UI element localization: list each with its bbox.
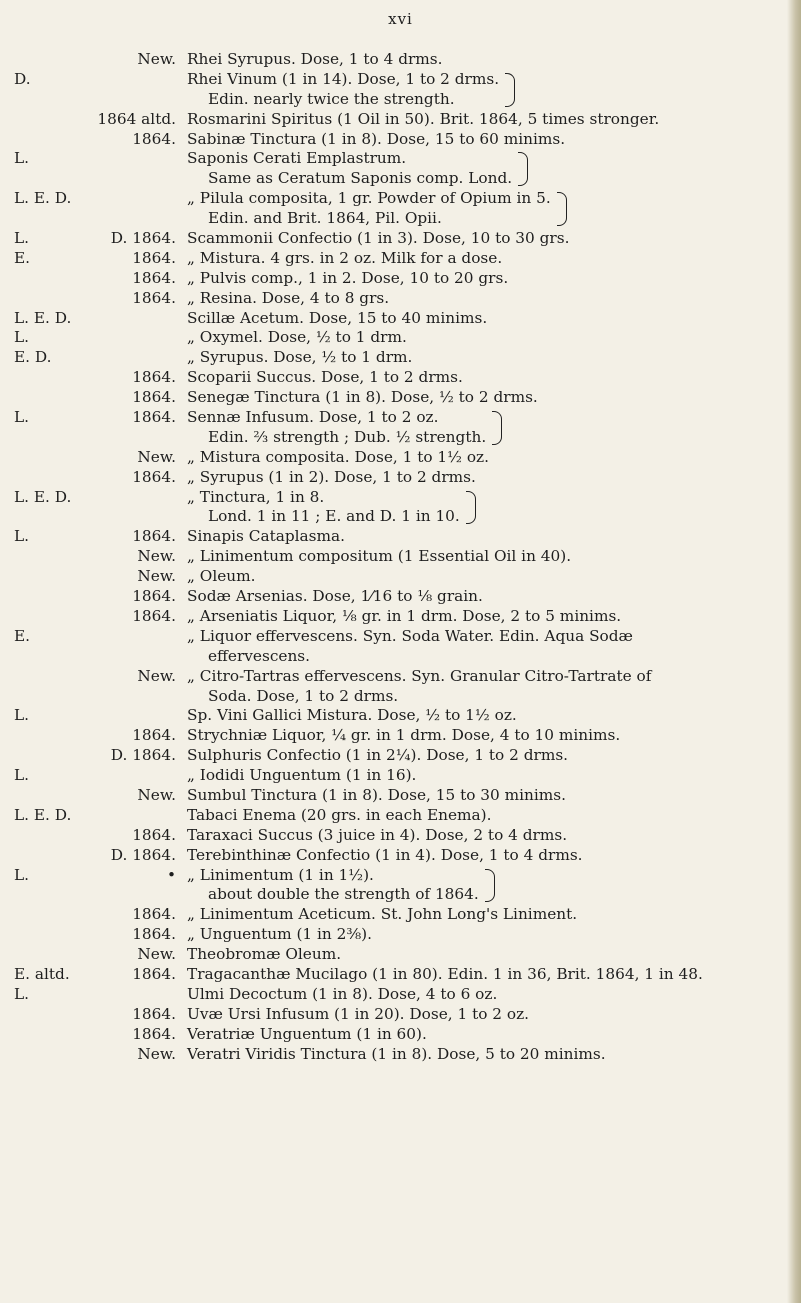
list-item [0,348,801,368]
marker-year: New. [137,547,176,566]
entry-text: „ Syrupus (1 in 2). Dose, 1 to 2 drms. [187,467,476,486]
list-item [0,110,801,130]
entry-text: Soda. Dose, 1 to 2 drms. [208,686,399,705]
marker-year: 1864. [132,248,176,267]
entry-text: Edin. and Brit. 1864, Pil. Opii. [208,209,442,228]
marker-letters: E. [14,248,31,267]
marker-year: New. [137,50,176,68]
list-item [0,766,801,786]
list-item [0,388,801,408]
entry-text: Saponis Cerati Emplastrum. [187,149,407,168]
entry-text: „ Iodidi Unguentum (1 in 16). [187,766,417,785]
list-item [0,527,801,547]
marker-year: 1864. [132,527,176,546]
marker-year: 1864. [132,388,176,407]
marker-letters: L. E. D. [14,805,72,824]
entry-text: about double the strength of 1864. [208,885,479,904]
list-item [0,587,801,607]
entry-text: Edin. ⅔ strength ; Dub. ½ strength. [208,427,487,446]
marker-letters: E. [14,626,31,645]
list-item [0,925,801,945]
entry-text: Taraxaci Succus (3 juice in 4). Dose, 2 to 4 drms. [187,825,568,844]
marker-year: 1864. [132,268,176,287]
list-item [0,189,801,209]
marker-year: 1864. [132,288,176,307]
marker-letters: L. E. D. [14,487,72,506]
entry-text: Uvæ Ursi Infusum (1 in 20). Dose, 1 to 2 oz. [187,1004,530,1023]
marker-year: 1864. [132,964,176,983]
list-item [0,567,801,587]
entry-text: „ Linimentum compositum (1 Essential Oil in 40). [187,547,572,566]
list-item [0,667,801,687]
entry-text: Terebinthinæ Confectio (1 in 4). Dose, 1 to 4 drms. [187,845,583,864]
marker-letters: D. [14,69,31,88]
entry-text: Rhei Syrupus. Dose, 1 to 4 drms. [187,50,443,68]
marker-year: D. 1864. [110,229,176,248]
list-item [0,726,801,746]
marker-letters: L. E. D. [14,189,72,208]
list-item [0,905,801,925]
entry-text: Edin. nearly twice the strength. [208,89,455,108]
marker-year: New. [137,945,176,964]
list-item [0,408,801,428]
entry-text: „ Syrupus. Dose, ½ to 1 drm. [187,348,413,367]
entry-text: „ Pilula composita, 1 gr. Powder of Opium in 5. [187,189,551,208]
list-item [0,149,801,169]
marker-letters: L. [14,408,30,427]
entry-text: „ Tinctura, 1 in 8. [187,487,325,506]
entry-text: Scillæ Acetum. Dose, 15 to 40 minims. [187,308,488,327]
list-item [0,468,801,488]
list-item [0,1005,801,1025]
marker-letters: E. D. [14,348,52,367]
list-item [0,229,801,249]
entry-text: „ Mistura composita. Dose, 1 to 1½ oz. [187,447,489,466]
list-item [0,866,801,886]
entry-text: „ Linimentum Aceticum. St. John Long's Liniment. [187,905,578,924]
entry-text: Veratri Viridis Tinctura (1 in 8). Dose, 5 to 20 minims. [187,1044,606,1063]
list-item [0,428,801,448]
entry-text: „ Linimentum (1 in 1½). [187,865,374,884]
marker-year: New. [137,447,176,466]
list-item [0,965,801,985]
marker-year: New. [137,567,176,586]
list-item [0,130,801,150]
marker-year: D. 1864. [110,746,176,765]
marker-year: • [166,865,176,884]
marker-year: 1864. [132,606,176,625]
marker-letters: L. E. D. [14,308,72,327]
entry-text: „ Citro-Tartras effervescens. Syn. Granular Citro-Tartrate of [187,666,652,685]
entry-text: Senegæ Tinctura (1 in 8). Dose, ½ to 2 drms. [187,388,538,407]
marker-year: 1864. [132,129,176,148]
marker-letters: L. [14,229,30,248]
list-item [0,687,801,707]
entry-text: Tragacanthæ Mucilago (1 in 80). Edin. 1 in 36, Brit. 1864, 1 in 48. [187,964,703,983]
list-item [0,547,801,567]
list-item [0,488,801,508]
entry-text: effervescens. [208,646,311,665]
list-item [0,985,801,1005]
marker-letters: L. [14,984,30,1003]
list-item [0,607,801,627]
list-item [0,368,801,388]
entry-text: Sumbul Tinctura (1 in 8). Dose, 15 to 30 minims. [187,785,566,804]
entry-text: Sinapis Cataplasma. [187,527,345,546]
list-item [0,885,801,905]
marker-year: 1864. [132,368,176,387]
entry-text: „ Pulvis comp., 1 in 2. Dose, 10 to 20 grs. [187,268,509,287]
entry-text: Theobromæ Oleum. [187,945,342,964]
marker-letters: E. altd. [14,964,70,983]
list-item [0,846,801,866]
list-item [0,448,801,468]
entry-text: Scammonii Confectio (1 in 3). Dose, 10 to 30 grs. [187,229,570,248]
marker-year: 1864. [132,1024,176,1043]
entry-text: Rosmarini Spiritus (1 Oil in 50). Brit. 1864, 5 times stronger. [187,109,660,128]
list-item [0,289,801,309]
list-item [0,806,801,826]
entry-text: Rhei Vinum (1 in 14). Dose, 1 to 2 drms. [187,69,500,88]
marker-letters: L. [14,328,30,347]
entry-text: Tabaci Enema (20 grs. in each Enema). [187,805,492,824]
entry-text: „ Oleum. [187,567,256,586]
entry-text: „ Arseniatis Liquor, ⅛ gr. in 1 drm. Dose, 2 to 5 minims. [187,606,622,625]
entry-text: „ Liquor effervescens. Syn. Soda Water. Edin. Aqua Sodæ [187,626,633,645]
list-item [0,90,801,110]
list-item [0,249,801,269]
list-item [0,746,801,766]
list-item [0,169,801,189]
marker-year: 1864. [132,905,176,924]
entries-list [0,50,801,1064]
list-item [0,1025,801,1045]
page-number: xvi [388,10,413,28]
list-item [0,70,801,90]
entry-text: Sodæ Arsenias. Dose, 1⁄16 to ⅛ grain. [187,587,483,606]
marker-letters: L. [14,149,30,168]
marker-year: D. 1864. [110,845,176,864]
marker-year: 1864. [132,825,176,844]
list-item [0,647,801,667]
marker-year: 1864. [132,408,176,427]
entry-text: Scoparii Succus. Dose, 1 to 2 drms. [187,368,463,387]
entry-text: „ Oxymel. Dose, ½ to 1 drm. [187,328,407,347]
marker-year: New. [137,785,176,804]
list-item [0,507,801,527]
page-edge [787,0,801,1303]
list-item [0,627,801,647]
entry-text: Veratriæ Unguentum (1 in 60). [187,1024,427,1043]
marker-year: 1864 altd. [97,109,176,128]
list-item [0,786,801,806]
marker-letters: L. [14,766,30,785]
list-item [0,706,801,726]
entry-text: „ Mistura. 4 grs. in 2 oz. Milk for a dose. [187,248,503,267]
marker-year: 1864. [132,925,176,944]
entry-text: Lond. 1 in 11 ; E. and D. 1 in 10. [208,507,460,526]
entry-text: „ Unguentum (1 in 2⅜). [187,925,373,944]
entry-text: „ Resina. Dose, 4 to 8 grs. [187,288,390,307]
list-item [0,309,801,329]
marker-year: 1864. [132,1004,176,1023]
entry-text: Sennæ Infusum. Dose, 1 to 2 oz. [187,408,439,427]
entry-text: Sabinæ Tinctura (1 in 8). Dose, 15 to 60 minims. [187,129,566,148]
marker-year: New. [137,1044,176,1063]
marker-letters: L. [14,706,30,725]
list-item [0,269,801,289]
list-item [0,328,801,348]
list-item [0,1045,801,1065]
list-item [0,945,801,965]
marker-letters: L. [14,865,30,884]
marker-year: 1864. [132,587,176,606]
entry-text: Sulphuris Confectio (1 in 2¼). Dose, 1 to 2 drms. [187,746,569,765]
entry-text: Sp. Vini Gallici Mistura. Dose, ½ to 1½ oz. [187,706,517,725]
marker-letters: L. [14,527,30,546]
marker-year: 1864. [132,467,176,486]
marker-year: 1864. [132,726,176,745]
list-item [0,50,801,70]
entry-text: Same as Ceratum Saponis comp. Lond. [208,169,513,188]
entry-text: Ulmi Decoctum (1 in 8). Dose, 4 to 6 oz. [187,984,498,1003]
marker-year: New. [137,666,176,685]
list-item [0,826,801,846]
list-item [0,209,801,229]
entry-text: Strychniæ Liquor, ¼ gr. in 1 drm. Dose, 4 to 10 minims. [187,726,621,745]
